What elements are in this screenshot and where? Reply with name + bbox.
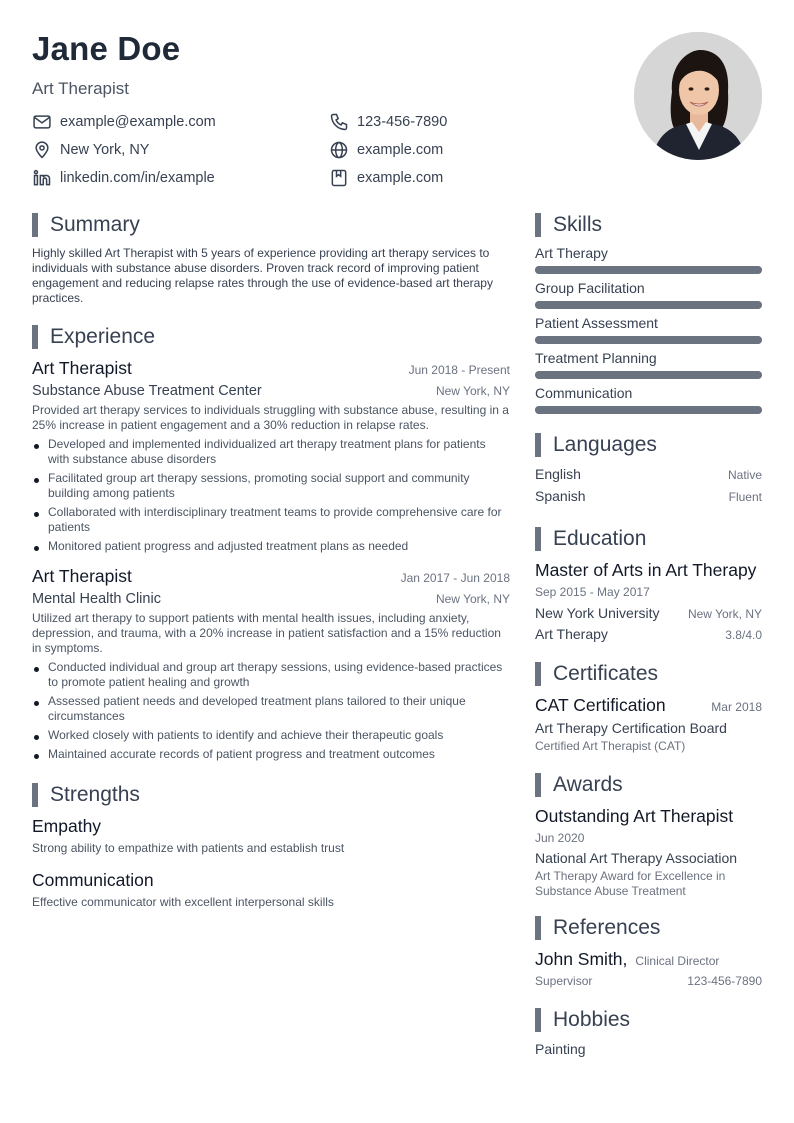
bookmark-icon [329,168,349,188]
experience-bullets [32,660,510,762]
linkedin-text: linkedin.com/in/example [60,170,215,186]
skill-item [535,384,762,414]
education-gpa: 3.8/4.0 [725,628,762,642]
contact-email[interactable] [32,112,216,132]
certificate-item [535,695,762,754]
certificates-heading: Certificates [535,661,762,687]
experience-item [32,566,510,762]
list-item: Worked closely with patients to identify and achieve their therapeutic goals [32,728,510,743]
website-text: example.com [357,142,444,158]
experience-location: New York, NY [435,384,510,398]
skills-list [535,244,762,414]
list-item: Maintained accurate records of patient progress and treatment outcomes [32,747,510,762]
skill-name: Art Therapy [535,245,608,261]
strength-name: Communication [32,870,154,890]
skill-name: Group Facilitation [535,280,645,296]
hobbies-heading: Hobbies [535,1007,762,1033]
skill-fill [535,406,762,414]
skill-bar [535,406,762,414]
left-column [32,212,510,910]
experience-description: Provided art therapy services to individuals struggling with substance abuse, resulting in a 25% increase in patient engagement and a 30% reduction in relapse rates. [32,403,509,432]
hobby-item: Painting [535,1041,586,1057]
languages-list [535,464,762,508]
skill-bar [535,336,762,344]
profile-photo [634,32,762,160]
candidate-name: Jane Doe [32,30,181,67]
contact-linkedin[interactable] [32,168,215,188]
list-item: Facilitated group art therapy sessions, promoting social support and community building among patients [32,471,510,501]
certificate-description: Certified Art Therapist (CAT) [535,739,686,753]
award-issuer: National Art Therapy Association [535,850,738,866]
reference-name: John Smith, [535,949,628,969]
contact-portfolio[interactable] [329,168,443,188]
skill-item [535,244,762,274]
email-text: example@example.com [60,114,216,130]
language-level: Fluent [728,490,762,504]
strengths-heading: Strengths [32,782,510,808]
strength-item [32,816,510,856]
contact-website[interactable] [329,140,443,160]
summary-heading: Summary [32,212,510,238]
language-item [535,486,762,508]
mail-icon [32,112,52,132]
list-item: Monitored patient progress and adjusted treatment plans as needed [32,539,510,554]
skill-name: Communication [535,385,633,401]
strength-description: Strong ability to empathize with patients and establish trust [32,841,345,855]
phone-text: 123-456-7890 [357,114,448,130]
skill-name: Treatment Planning [535,350,657,366]
certificate-issuer: Art Therapy Certification Board [535,720,727,736]
candidate-role: Art Therapist [32,79,130,98]
skills-heading: Skills [535,212,762,238]
experience-position: Art Therapist [32,566,132,586]
education-item [535,560,762,643]
skill-item [535,314,762,344]
experience-dates: Jan 2017 - Jun 2018 [400,571,510,585]
linkedin-icon [32,168,52,188]
education-degree: Master of Arts in Art Therapy [535,560,757,580]
globe-icon [329,140,349,160]
list-item: Developed and implemented individualized art therapy treatment plans for patients with substance abuse disorders [32,437,510,467]
skill-bar [535,371,762,379]
contact-location [32,140,149,160]
language-level: Native [727,468,762,482]
experience-location: New York, NY [435,592,510,606]
education-school: New York University [535,605,660,621]
language-item [535,464,762,486]
education-dates: Sep 2015 - May 2017 [535,585,650,599]
strength-description: Effective communicator with excellent interpersonal skills [32,895,334,909]
education-field: Art Therapy [535,626,608,642]
awards-heading: Awards [535,772,762,798]
contact-phone[interactable] [329,112,447,132]
phone-icon [329,112,349,132]
experience-position: Art Therapist [32,358,132,378]
experience-company: Mental Health Clinic [32,591,161,607]
reference-phone: 123-456-7890 [687,974,762,988]
portfolio-text: example.com [357,170,444,186]
skill-fill [535,266,762,274]
award-item [535,806,762,899]
reference-item [535,949,762,989]
location-text: New York, NY [60,142,150,158]
skill-fill [535,301,762,309]
right-column [535,212,762,1057]
skill-item [535,349,762,379]
certificate-name: CAT Certification [535,695,666,715]
languages-heading: Languages [535,432,762,458]
language-name: Spanish [535,488,586,504]
list-item: Conducted individual and group art therapy sessions, using evidence-based practices to promote patient healing and growth [32,660,510,690]
strength-name: Empathy [32,816,102,836]
reference-relation: Supervisor [535,974,593,988]
award-date: Jun 2020 [535,831,585,845]
skill-bar [535,266,762,274]
strength-item [32,870,510,910]
education-heading: Education [535,526,762,552]
list-item: Assessed patient needs and developed treatment plans tailored to their unique circumstances [32,694,510,724]
list-item: Collaborated with interdisciplinary treatment teams to provide comprehensive care for patients [32,505,510,535]
summary-text: Highly skilled Art Therapist with 5 years of experience providing art therapy services to individuals with substance abuse disorders. Proven track record of improving patient engagement and reducing relapse rates through the use of evidence-based art therapy practices. [32,246,493,305]
location-pin-icon [32,140,52,160]
skill-name: Patient Assessment [535,315,658,331]
experience-company: Substance Abuse Treatment Center [32,383,262,399]
person-portrait-icon [634,32,762,160]
experience-bullets [32,437,510,554]
experience-heading: Experience [32,324,510,350]
skill-item [535,279,762,309]
award-description: Art Therapy Award for Excellence in Substance Abuse Treatment [535,869,726,898]
experience-description: Utilized art therapy to support patients with mental health issues, including anxiety, depression, and trauma, with a 20% increase in patient satisfaction and a 15% reduction in symptoms. [32,611,501,655]
award-name: Outstanding Art Therapist [535,806,734,826]
certificate-date: Mar 2018 [711,700,762,714]
language-name: English [535,466,581,482]
skill-bar [535,301,762,309]
experience-dates: Jun 2018 - Present [408,363,510,377]
references-heading: References [535,915,762,941]
reference-position: Clinical Director [635,954,720,968]
experience-item [32,358,510,554]
skill-fill [535,336,762,344]
skill-fill [535,371,762,379]
education-location: New York, NY [687,607,762,621]
